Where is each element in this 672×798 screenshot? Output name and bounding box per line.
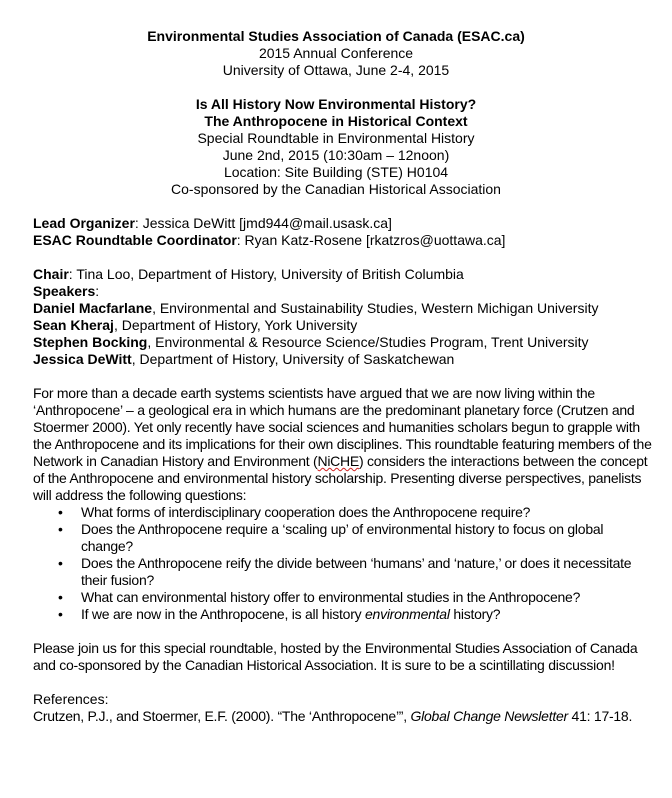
niche-acronym: NiCHE — [317, 453, 359, 469]
organizers-block — [33, 215, 653, 249]
event-title-line1: Is All History Now Environmental History? — [195, 96, 477, 112]
list-item: • What can environmental history offer to environmental studies in the Anthropocene? — [81, 589, 653, 606]
role-detail: : Jessica DeWitt [jmd944@mail.usask.ca] — [134, 215, 392, 231]
role-label: ESAC Roundtable Coordinator — [33, 232, 237, 248]
panel-block — [33, 266, 653, 368]
intro-paragraph — [33, 385, 653, 504]
event-cosponsor: Co-sponsored by the Canadian Historical Association — [171, 181, 501, 197]
conference-name: 2015 Annual Conference — [258, 45, 414, 61]
event-location: Location: Site Building (STE) H0104 — [223, 164, 449, 180]
speaker-affiliation: , Environmental and Sustainability Studies, Western Michigan University — [152, 300, 599, 316]
speaker-name: Daniel Macfarlane — [33, 300, 153, 316]
speaker — [33, 334, 653, 351]
question-text: history? — [449, 606, 501, 622]
speaker — [33, 300, 653, 317]
role-label: Lead Organizer — [33, 215, 135, 231]
speaker — [33, 351, 653, 368]
reference-text: 41: 17-18. — [567, 708, 633, 724]
chair — [33, 266, 653, 283]
document-page — [33, 28, 653, 725]
questions-list — [33, 504, 653, 623]
intro-text: For more than a decade earth systems scientists have argued that we are now living within the ‘Anthropocene’ – a geological era in which humans are the predominant planetary force (Crutzen and Stoermer 2000). Yet only recently have social sciences and humanities scholars begun to grapple with the Anthropocene and its implications for their own disciplines. This roundtable featuring members of the Network in Canadian History and Environment ( — [33, 385, 652, 469]
role-detail: : Tina Loo, Department of History, University of British Columbia — [68, 266, 464, 282]
list-item: • Does the Anthropocene require a ‘scaling up’ of environmental history to focus on global change? — [81, 521, 653, 555]
references-label: References: — [33, 691, 109, 707]
event-subtitle: Special Roundtable in Environmental History — [197, 130, 475, 146]
speaker-name: Stephen Bocking — [33, 334, 148, 350]
emphasis: environmental — [365, 606, 450, 622]
closing-paragraph: Please join us for this special roundtable, hosted by the Environmental Studies Association of Canada and co-sponsored by the Canadian Historical Association. It is sure to be a scintillating discussion! — [33, 640, 638, 673]
speakers-colon: : — [95, 283, 100, 299]
question-text: If we are now in the Anthropocene, is all history — [81, 606, 365, 622]
speaker-affiliation: , Department of History, University of Saskatchewan — [131, 351, 455, 367]
speakers-label: Speakers — [33, 283, 96, 299]
speaker — [33, 317, 653, 334]
event-datetime: June 2nd, 2015 (10:30am – 12noon) — [222, 147, 450, 163]
list-item: • Does the Anthropocene reify the divide between ‘humans’ and ‘nature,’ or does it necessitate their fusion? — [81, 555, 653, 589]
speaker-affiliation: , Department of History, York University — [113, 317, 358, 333]
reference-entry — [33, 708, 653, 725]
speaker-affiliation: , Environmental & Resource Science/Studies Program, Trent University — [147, 334, 589, 350]
role-label: Chair — [33, 266, 69, 282]
lead-organizer — [33, 215, 653, 232]
list-item — [81, 606, 653, 623]
intro-text: ) considers the interactions between the concept of the Anthropocene and environmental history scholarship. Presenting diverse perspectives, panelists will address the following questions: — [33, 453, 648, 503]
document-header — [33, 28, 639, 198]
conference-venue: University of Ottawa, June 2-4, 2015 — [222, 62, 450, 78]
list-item: • What forms of interdisciplinary cooperation does the Anthropocene require? — [81, 504, 653, 521]
org-title: Environmental Studies Association of Canada (ESAC.ca) — [147, 28, 525, 44]
roundtable-coordinator — [33, 232, 653, 249]
speaker-name: Jessica DeWitt — [33, 351, 132, 367]
speaker-name: Sean Kheraj — [33, 317, 114, 333]
event-title-line2: The Anthropocene in Historical Context — [204, 113, 468, 129]
speakers-heading — [33, 283, 653, 300]
reference-text: Crutzen, P.J., and Stoermer, E.F. (2000). “The ‘Anthropocene’”, — [33, 708, 411, 724]
journal-title: Global Change Newsletter — [410, 708, 568, 724]
role-detail: : Ryan Katz-Rosene [rkatzros@uottawa.ca] — [236, 232, 506, 248]
